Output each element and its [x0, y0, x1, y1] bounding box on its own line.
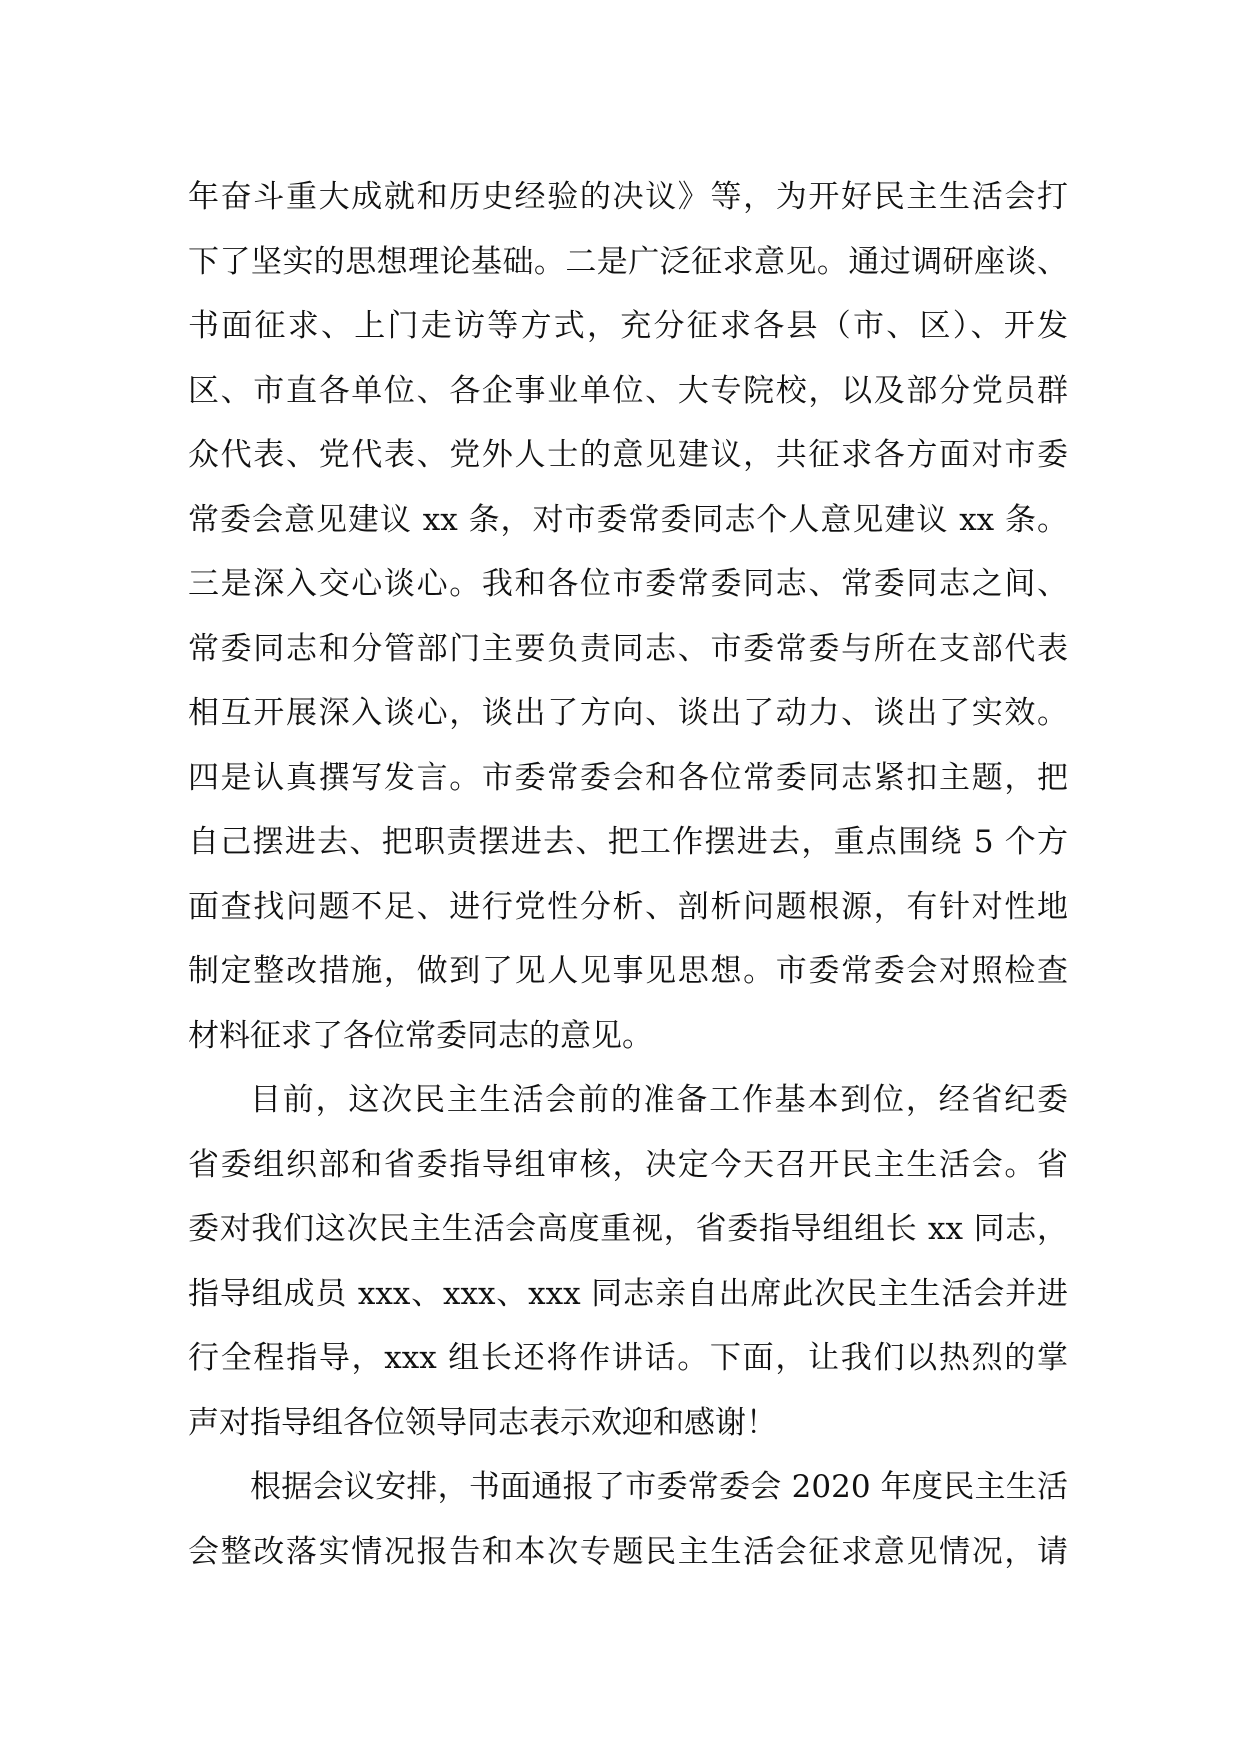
text-line: 书面征求、上门走访等方式，充分征求各县（市、区）、开发	[188, 308, 1068, 344]
text-line: 自己摆进去、把职责摆进去、把工作摆进去，重点围绕 5 个方	[188, 824, 1068, 860]
text-line: 行全程指导，xxx 组长还将作讲话。下面，让我们以热烈的掌	[188, 1340, 1068, 1376]
text-line: 四是认真撰写发言。市委常委会和各位常委同志紧扣主题，把	[188, 759, 1068, 796]
text-line: 声对指导组各位领导同志表示欢迎和感谢！	[188, 1404, 777, 1441]
text-line: 常委同志和分管部门主要负责同志、市委常委与所在支部代表	[188, 630, 1068, 667]
text-line: 会整改落实情况报告和本次专题民主生活会征求意见情况，请	[188, 1533, 1068, 1570]
text-line: 众代表、党代表、党外人士的意见建议，共征求各方面对市委	[188, 437, 1068, 473]
text-line: 指导组成员 xxx、xxx、xxx 同志亲自出席此次民主生活会并进	[188, 1275, 1068, 1312]
text-line: 相互开展深入谈心，谈出了方向、谈出了动力、谈出了实效。	[188, 695, 1068, 731]
text-line: 区、市直各单位、各企事业单位、大专院校，以及部分党员群	[188, 372, 1068, 409]
text-line: 根据会议安排，书面通报了市委常委会 2020 年度民主生活	[250, 1469, 1068, 1505]
text-line: 三是深入交心谈心。我和各位市委常委同志、常委同志之间、	[188, 566, 1068, 602]
text-line: 材料征求了各位常委同志的意见。	[188, 1017, 653, 1054]
text-line: 常委会意见建议 xx 条，对市委常委同志个人意见建议 xx 条。	[188, 501, 1068, 538]
text-line: 年奋斗重大成就和历史经验的决议》等，为开好民主生活会打	[188, 179, 1068, 215]
document-body	[188, 165, 1068, 1584]
text-line: 下了坚实的思想理论基础。二是广泛征求意见。通过调研座谈、	[188, 243, 1068, 280]
text-line: 目前，这次民主生活会前的准备工作基本到位，经省纪委	[250, 1082, 1068, 1118]
text-line: 面查找问题不足、进行党性分析、剖析问题根源，有针对性地	[188, 888, 1068, 925]
text-line: 制定整改措施，做到了见人见事见思想。市委常委会对照检查	[188, 953, 1068, 989]
text-line: 省委组织部和省委指导组审核，决定今天召开民主生活会。省	[188, 1146, 1068, 1183]
text-line: 委对我们这次民主生活会高度重视，省委指导组组长 xx 同志，	[188, 1211, 1068, 1247]
